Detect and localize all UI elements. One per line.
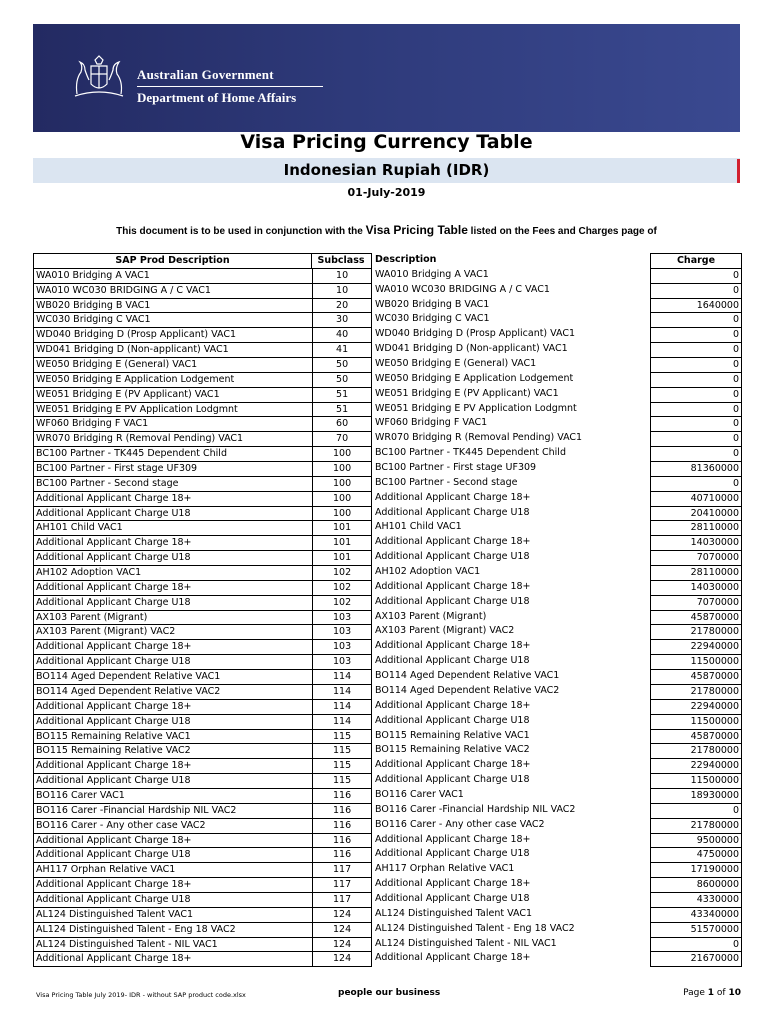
table-row <box>34 403 371 418</box>
charge-cell: 11500000 <box>651 774 741 789</box>
coat-of-arms-icon <box>71 54 127 102</box>
page-label: Page <box>683 988 705 998</box>
description-cell: AL124 Distinguished Talent VAC1 <box>375 907 532 919</box>
description-cell: Additional Applicant Charge U18 <box>375 892 530 904</box>
subclass-cell: 102 <box>333 596 352 608</box>
sap-description-cell: Additional Applicant Charge U18 <box>34 774 313 788</box>
charge-cell: 0 <box>651 804 741 819</box>
sap-description-cell: BC100 Partner - Second stage <box>34 477 313 491</box>
charge-cell: 4750000 <box>651 848 741 863</box>
subclass-cell: 30 <box>336 314 349 326</box>
charge-table <box>650 253 742 967</box>
table-row <box>34 744 371 759</box>
subclass-cell: 117 <box>333 879 352 891</box>
subclass-cell: 116 <box>333 789 352 801</box>
sap-description-cell: WD040 Bridging D (Prosp Applicant) VAC1 <box>34 328 313 342</box>
table-row <box>34 611 371 626</box>
description-cell: Additional Applicant Charge U18 <box>375 848 530 860</box>
charge-cell: 0 <box>651 313 741 328</box>
table-row <box>34 388 371 403</box>
sap-description-cell: BC100 Partner - First stage UF309 <box>34 462 313 476</box>
red-marker <box>737 159 740 183</box>
charge-cell: 17190000 <box>651 863 741 878</box>
sap-description-cell: BO116 Carer - Any other case VAC2 <box>34 819 313 833</box>
description-cell: WE050 Bridging E Application Lodgement <box>375 372 574 384</box>
header-banner <box>33 24 740 132</box>
subclass-cell: 40 <box>336 329 349 341</box>
subclass-cell: 70 <box>336 433 349 445</box>
description-cell: BO116 Carer - Any other case VAC2 <box>375 818 545 830</box>
sap-description-cell: WE050 Bridging E Application Lodgement <box>34 373 313 387</box>
table-row <box>34 462 371 477</box>
page-total: 10 <box>728 988 741 998</box>
description-cell: BO114 Aged Dependent Relative VAC2 <box>375 684 560 696</box>
charge-cell: 45870000 <box>651 611 741 626</box>
intro-post: listed on the Fees and Charges page of <box>470 226 657 237</box>
divider <box>137 86 323 87</box>
sap-description-cell: AH102 Adoption VAC1 <box>34 566 313 580</box>
sap-description-cell: Additional Applicant Charge 18+ <box>34 581 313 595</box>
description-cell: BC100 Partner - TK445 Dependent Child <box>375 447 566 459</box>
subclass-cell: 10 <box>336 269 349 281</box>
subclass-cell: 100 <box>333 507 352 519</box>
page-indicator <box>683 988 741 998</box>
table-row <box>34 730 371 745</box>
subclass-cell: 116 <box>333 804 352 816</box>
subclass-cell: 41 <box>336 344 349 356</box>
charge-cell: 21780000 <box>651 819 741 834</box>
description-cell: Additional Applicant Charge 18+ <box>375 536 531 548</box>
subclass-cell: 50 <box>336 373 349 385</box>
charge-cell: 0 <box>651 328 741 343</box>
description-cell: Additional Applicant Charge 18+ <box>375 580 531 592</box>
table-row <box>34 566 371 581</box>
charge-cell: 28110000 <box>651 566 741 581</box>
sap-description-cell: Additional Applicant Charge 18+ <box>34 492 313 506</box>
description-cell: BO116 Carer -Financial Hardship NIL VAC2 <box>375 803 576 815</box>
sap-description-cell: AL124 Distinguished Talent - Eng 18 VAC2 <box>34 923 313 937</box>
description-cell: Additional Applicant Charge 18+ <box>375 878 531 890</box>
description-cell: Additional Applicant Charge 18+ <box>375 699 531 711</box>
table-row <box>34 819 371 834</box>
sap-description-cell: Additional Applicant Charge 18+ <box>34 640 313 654</box>
table-row <box>34 625 371 640</box>
subclass-cell: 102 <box>333 581 352 593</box>
subclass-cell: 116 <box>333 849 352 861</box>
page-of: of <box>716 988 726 998</box>
charge-cell: 14030000 <box>651 581 741 596</box>
description-cell: BO114 Aged Dependent Relative VAC1 <box>375 670 560 682</box>
table-row <box>34 878 371 893</box>
subclass-cell: 117 <box>333 893 352 905</box>
header-charge: Charge <box>651 254 741 269</box>
table-row <box>34 848 371 863</box>
subclass-cell: 100 <box>333 477 352 489</box>
table-row <box>34 893 371 908</box>
sap-description-cell: Additional Applicant Charge 18+ <box>34 700 313 714</box>
sap-description-cell: BO114 Aged Dependent Relative VAC2 <box>34 685 313 699</box>
charge-cell: 0 <box>651 343 741 358</box>
sap-description-cell: WR070 Bridging R (Removal Pending) VAC1 <box>34 432 313 446</box>
sap-description-cell: WB020 Bridging B VAC1 <box>34 299 313 313</box>
government-name: Australian Government <box>137 67 274 82</box>
charge-cell: 21670000 <box>651 952 741 967</box>
subclass-cell: 124 <box>333 923 352 935</box>
charge-cell: 0 <box>651 373 741 388</box>
subclass-cell: 115 <box>333 760 352 772</box>
header-subclass: Subclass <box>317 255 365 266</box>
subclass-cell: 60 <box>336 418 349 430</box>
charge-cell: 45870000 <box>651 670 741 685</box>
header-sap-desc: SAP Prod Description <box>34 254 312 268</box>
charge-cell: 22940000 <box>651 640 741 655</box>
description-cell: WD041 Bridging D (Non-applicant) VAC1 <box>375 343 568 355</box>
subclass-cell: 114 <box>333 671 352 683</box>
effective-date: 01-July-2019 <box>347 186 426 199</box>
description-cell: WE051 Bridging E PV Application Lodgmnt <box>375 402 577 414</box>
table-row <box>34 789 371 804</box>
table-row <box>34 640 371 655</box>
subclass-cell: 51 <box>336 388 349 400</box>
subclass-cell: 116 <box>333 834 352 846</box>
sap-description-cell: Additional Applicant Charge U18 <box>34 596 313 610</box>
table-row <box>34 536 371 551</box>
sap-description-cell: AH117 Orphan Relative VAC1 <box>34 863 313 877</box>
description-cell: Additional Applicant Charge U18 <box>375 655 530 667</box>
charge-cell: 22940000 <box>651 759 741 774</box>
page-number: 1 <box>707 988 715 998</box>
subclass-cell: 101 <box>333 552 352 564</box>
sap-description-cell: AX103 Parent (Migrant) VAC2 <box>34 625 313 639</box>
table-row <box>34 521 371 536</box>
description-cell: AH101 Child VAC1 <box>375 521 462 533</box>
description-cell: Additional Applicant Charge 18+ <box>375 952 531 964</box>
subclass-cell: 100 <box>333 448 352 460</box>
subclass-cell: 115 <box>333 745 352 757</box>
charge-cell: 0 <box>651 477 741 492</box>
subclass-cell: 100 <box>333 492 352 504</box>
charge-cell: 1640000 <box>651 299 741 314</box>
table-row <box>34 685 371 700</box>
sap-description-cell: Additional Applicant Charge 18+ <box>34 536 313 550</box>
table-row <box>34 774 371 789</box>
table-header-row <box>34 254 371 269</box>
description-cell: AX103 Parent (Migrant) <box>375 610 487 622</box>
table-row <box>34 700 371 715</box>
footer-tagline: people our business <box>338 988 441 998</box>
sap-description-cell: WA010 WC030 BRIDGING A / C VAC1 <box>34 284 313 298</box>
subclass-cell: 115 <box>333 730 352 742</box>
charge-cell: 45870000 <box>651 730 741 745</box>
description-cell: WE051 Bridging E (PV Applicant) VAC1 <box>375 387 559 399</box>
charge-cell: 20410000 <box>651 507 741 522</box>
subclass-cell: 116 <box>333 819 352 831</box>
description-cell: Additional Applicant Charge U18 <box>375 551 530 563</box>
sap-description-cell: Additional Applicant Charge 18+ <box>34 759 313 773</box>
charge-cell: 21780000 <box>651 685 741 700</box>
sap-description-cell: BO114 Aged Dependent Relative VAC1 <box>34 670 313 684</box>
table-row <box>34 343 371 358</box>
subclass-cell: 124 <box>333 953 352 965</box>
table-row <box>34 507 371 522</box>
description-cell: WA010 WC030 BRIDGING A / C VAC1 <box>375 283 550 295</box>
charge-cell: 0 <box>651 938 741 953</box>
sap-description-cell: WF060 Bridging F VAC1 <box>34 417 313 431</box>
sap-description-cell: Additional Applicant Charge U18 <box>34 655 313 669</box>
table-row <box>34 908 371 923</box>
table-row <box>34 492 371 507</box>
department-name: Department of Home Affairs <box>137 90 297 105</box>
description-cell: WC030 Bridging C VAC1 <box>375 313 490 325</box>
sap-description-cell: WA010 Bridging A VAC1 <box>34 269 313 283</box>
description-cell: Additional Applicant Charge U18 <box>375 714 530 726</box>
charge-cell: 81360000 <box>651 462 741 477</box>
table-row <box>34 328 371 343</box>
subclass-cell: 103 <box>333 626 352 638</box>
charge-cell: 22940000 <box>651 700 741 715</box>
charge-cell: 0 <box>651 403 741 418</box>
description-cell: AH117 Orphan Relative VAC1 <box>375 863 515 875</box>
description-cell: WD040 Bridging D (Prosp Applicant) VAC1 <box>375 328 576 340</box>
charge-cell: 21780000 <box>651 744 741 759</box>
table-row <box>34 670 371 685</box>
charge-cell: 0 <box>651 284 741 299</box>
description-cell: BO115 Remaining Relative VAC2 <box>375 744 530 756</box>
table-row <box>34 655 371 670</box>
description-cell: Additional Applicant Charge 18+ <box>375 833 531 845</box>
sap-description-cell: Additional Applicant Charge 18+ <box>34 834 313 848</box>
sap-description-cell: Additional Applicant Charge U18 <box>34 848 313 862</box>
charge-cell: 40710000 <box>651 492 741 507</box>
sap-description-cell: AL124 Distinguished Talent - NIL VAC1 <box>34 938 313 952</box>
intro-pre: This document is to be used in conjunction with the <box>116 226 363 237</box>
sap-description-cell: AH101 Child VAC1 <box>34 521 313 535</box>
charge-cell: 11500000 <box>651 715 741 730</box>
sap-description-cell: BO115 Remaining Relative VAC2 <box>34 744 313 758</box>
description-cell: Additional Applicant Charge 18+ <box>375 491 531 503</box>
sap-description-cell: AL124 Distinguished Talent VAC1 <box>34 908 313 922</box>
sap-description-cell: BO115 Remaining Relative VAC1 <box>34 730 313 744</box>
subclass-cell: 100 <box>333 463 352 475</box>
subclass-cell: 101 <box>333 537 352 549</box>
table-row <box>34 477 371 492</box>
subclass-cell: 102 <box>333 567 352 579</box>
description-cell: WA010 Bridging A VAC1 <box>375 268 489 280</box>
table-row <box>34 358 371 373</box>
description-cell: WR070 Bridging R (Removal Pending) VAC1 <box>375 432 583 444</box>
table-row <box>34 447 371 462</box>
table-row <box>34 804 371 819</box>
currency-heading: Indonesian Rupiah (IDR) <box>33 158 740 183</box>
description-cell: Additional Applicant Charge 18+ <box>375 759 531 771</box>
table-row <box>34 417 371 432</box>
table-row <box>34 759 371 774</box>
sap-description-cell: Additional Applicant Charge 18+ <box>34 952 313 966</box>
table-row <box>34 313 371 328</box>
sap-description-cell: BC100 Partner - TK445 Dependent Child <box>34 447 313 461</box>
subclass-cell: 10 <box>336 284 349 296</box>
description-cell: BO115 Remaining Relative VAC1 <box>375 729 530 741</box>
charge-cell: 11500000 <box>651 655 741 670</box>
sap-description-cell: Additional Applicant Charge 18+ <box>34 878 313 892</box>
description-cell: Additional Applicant Charge U18 <box>375 595 530 607</box>
subclass-cell: 114 <box>333 700 352 712</box>
table-row <box>34 432 371 447</box>
description-cell: WB020 Bridging B VAC1 <box>375 298 490 310</box>
sap-description-cell: Additional Applicant Charge U18 <box>34 507 313 521</box>
visa-pricing-table-link[interactable]: Visa Pricing Table <box>365 223 468 237</box>
sap-description-cell: AX103 Parent (Migrant) <box>34 611 313 625</box>
subclass-cell: 50 <box>336 359 349 371</box>
table-row <box>34 373 371 388</box>
subclass-cell: 51 <box>336 403 349 415</box>
description-cell: BC100 Partner - Second stage <box>375 476 518 488</box>
sap-description-cell: WE050 Bridging E (General) VAC1 <box>34 358 313 372</box>
description-cell: WF060 Bridging F VAC1 <box>375 417 488 429</box>
subclass-cell: 103 <box>333 641 352 653</box>
table-row <box>34 596 371 611</box>
sap-description-cell: WE051 Bridging E PV Application Lodgmnt <box>34 403 313 417</box>
table-row <box>34 834 371 849</box>
table-row <box>34 551 371 566</box>
subclass-cell: 103 <box>333 656 352 668</box>
subclass-cell: 124 <box>333 908 352 920</box>
charge-cell: 0 <box>651 447 741 462</box>
table-row <box>34 715 371 730</box>
sap-description-cell: Additional Applicant Charge U18 <box>34 893 313 907</box>
sap-description-cell: WE051 Bridging E (PV Applicant) VAC1 <box>34 388 313 402</box>
subclass-cell: 101 <box>333 522 352 534</box>
table-row <box>34 938 371 953</box>
table-row <box>34 299 371 314</box>
description-cell: Additional Applicant Charge U18 <box>375 774 530 786</box>
description-cell: BO116 Carer VAC1 <box>375 788 464 800</box>
charge-cell: 21780000 <box>651 625 741 640</box>
table-row <box>34 952 371 967</box>
sap-description-cell: WD041 Bridging D (Non-applicant) VAC1 <box>34 343 313 357</box>
charge-cell: 8600000 <box>651 878 741 893</box>
subclass-cell: 103 <box>333 611 352 623</box>
description-column <box>374 253 646 966</box>
charge-cell: 0 <box>651 417 741 432</box>
table-row <box>34 284 371 299</box>
subclass-cell: 117 <box>333 864 352 876</box>
charge-cell: 0 <box>651 388 741 403</box>
page-title: Visa Pricing Currency Table <box>240 131 533 153</box>
charge-cell: 0 <box>651 269 741 284</box>
charge-cell: 0 <box>651 358 741 373</box>
description-cell: WE050 Bridging E (General) VAC1 <box>375 358 537 370</box>
description-cell: AL124 Distinguished Talent - Eng 18 VAC2 <box>375 922 575 934</box>
description-cell: AX103 Parent (Migrant) VAC2 <box>375 625 515 637</box>
header-description: Description <box>375 254 437 265</box>
charge-cell: 9500000 <box>651 834 741 849</box>
charge-cell: 7070000 <box>651 596 741 611</box>
sap-description-cell: BO116 Carer -Financial Hardship NIL VAC2 <box>34 804 313 818</box>
description-cell: Additional Applicant Charge U18 <box>375 506 530 518</box>
charge-cell: 28110000 <box>651 521 741 536</box>
charge-cell: 18930000 <box>651 789 741 804</box>
table-row <box>34 269 371 284</box>
charge-cell: 51570000 <box>651 923 741 938</box>
footer-file-name: Visa Pricing Table July 2019- IDR - without SAP product code.xlsx <box>36 991 246 999</box>
table-row <box>34 581 371 596</box>
sap-description-cell: Additional Applicant Charge U18 <box>34 551 313 565</box>
table-row <box>34 863 371 878</box>
intro-text <box>33 223 740 237</box>
subclass-cell: 114 <box>333 685 352 697</box>
subclass-cell: 20 <box>336 299 349 311</box>
table-row <box>34 923 371 938</box>
charge-cell: 43340000 <box>651 908 741 923</box>
subclass-cell: 114 <box>333 715 352 727</box>
subclass-cell: 115 <box>333 775 352 787</box>
charge-cell: 4330000 <box>651 893 741 908</box>
description-cell: BC100 Partner - First stage UF309 <box>375 462 537 474</box>
sap-description-cell: BO116 Carer VAC1 <box>34 789 313 803</box>
description-cell: AL124 Distinguished Talent - NIL VAC1 <box>375 937 557 949</box>
subclass-cell: 124 <box>333 938 352 950</box>
charge-cell: 0 <box>651 432 741 447</box>
charge-cell: 7070000 <box>651 551 741 566</box>
description-cell: Additional Applicant Charge 18+ <box>375 640 531 652</box>
sap-subclass-table <box>33 253 372 967</box>
charge-cell: 14030000 <box>651 536 741 551</box>
description-cell: AH102 Adoption VAC1 <box>375 566 481 578</box>
sap-description-cell: WC030 Bridging C VAC1 <box>34 313 313 327</box>
sap-description-cell: Additional Applicant Charge U18 <box>34 715 313 729</box>
